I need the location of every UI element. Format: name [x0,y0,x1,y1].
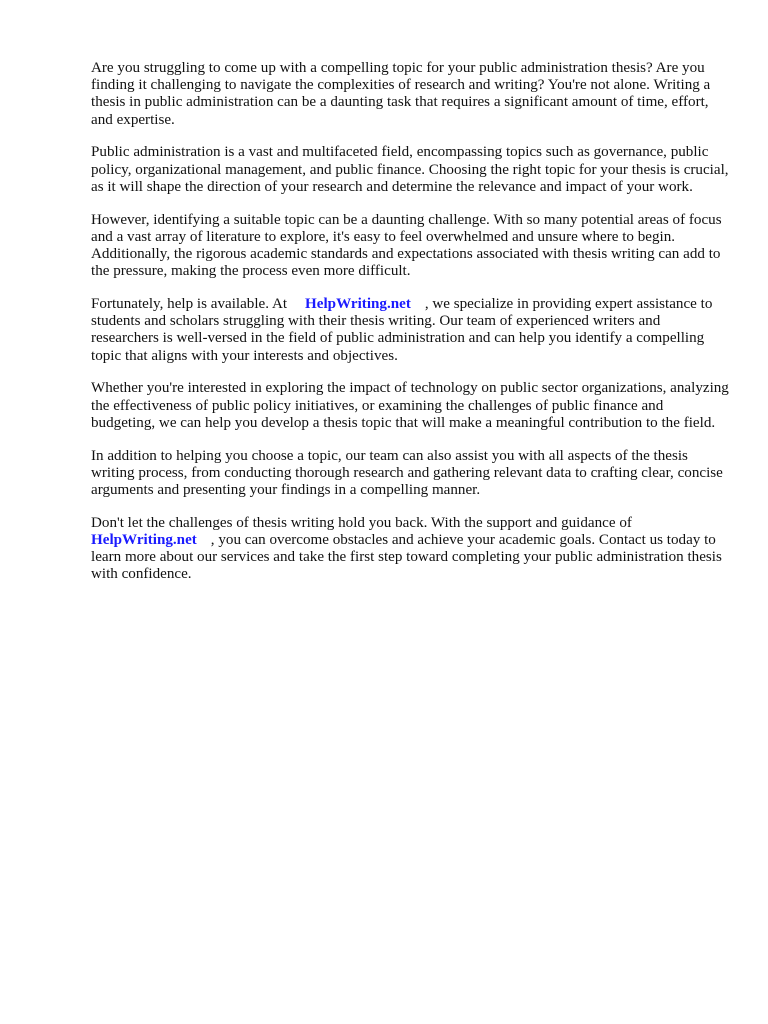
paragraph-closing [91,515,731,584]
paragraph-interests: Whether you're interested in exploring the impact of technology on public sector organizations, analyzing the effectiveness of public policy initiatives, or examining the challenges of public finance and budgeting, we can help you develop a thesis topic that will make a meaningful contribution to the field. [91,380,729,431]
paragraph-field-overview: Public administration is a vast and multifaceted field, encompassing topics such as governance, public policy, organizational management, and public finance. Choosing the right topic for your thesis is crucial, as it will shape the direction of your research and determine the relevance and impact of your work. [91,144,729,195]
paragraph-process: In addition to helping you choose a topic, our team can also assist you with all aspects of the thesis writing process, from conducting thorough research and gathering relevant data to crafting clear, concise arguments and presenting your findings in a compelling manner. [91,447,723,499]
paragraph-help-available-rest: , we specialize in providing expert assistance to students and scholars struggling with their thesis writing. Our team of experienced writers and researchers is well-versed in the field of public administration and can help you identify a compelling topic that aligns with your interests and objectives. [91,296,713,364]
paragraph-closing-lead: Don't let the challenges of thesis writing hold you back. With the support and guidance of [91,514,632,531]
paragraph-intro: Are you struggling to come up with a compelling topic for your public administration thesis? Are you finding it challenging to navigate the complexities of research and writing? You're not alone. Writing a thesis in public administration can be a daunting task that requires a significant amount of time, effort, and expertise. [91,60,711,128]
paragraph-help-available-lead: Fortunately, help is available. At [91,296,288,313]
helpwriting-link-closing[interactable]: HelpWriting.net [91,532,197,549]
paragraph-challenge: However, identifying a suitable topic can be a daunting challenge. With so many potential areas of focus and a vast array of literature to explore, it's easy to feel overwhelmed and unsure where to begin. Additionally, the rigorous academic standards and expectations associated with thesis writing can add to the pressure, making the process even more difficult. [91,211,722,280]
document-body [91,60,731,599]
paragraph-help-available [91,296,731,365]
paragraph-closing-rest: , you can overcome obstacles and achieve your academic goals. Contact us today to learn more about our services and take the first step toward completing your public administration thesis with confidence. [91,532,722,583]
helpwriting-link[interactable]: HelpWriting.net [305,296,411,313]
